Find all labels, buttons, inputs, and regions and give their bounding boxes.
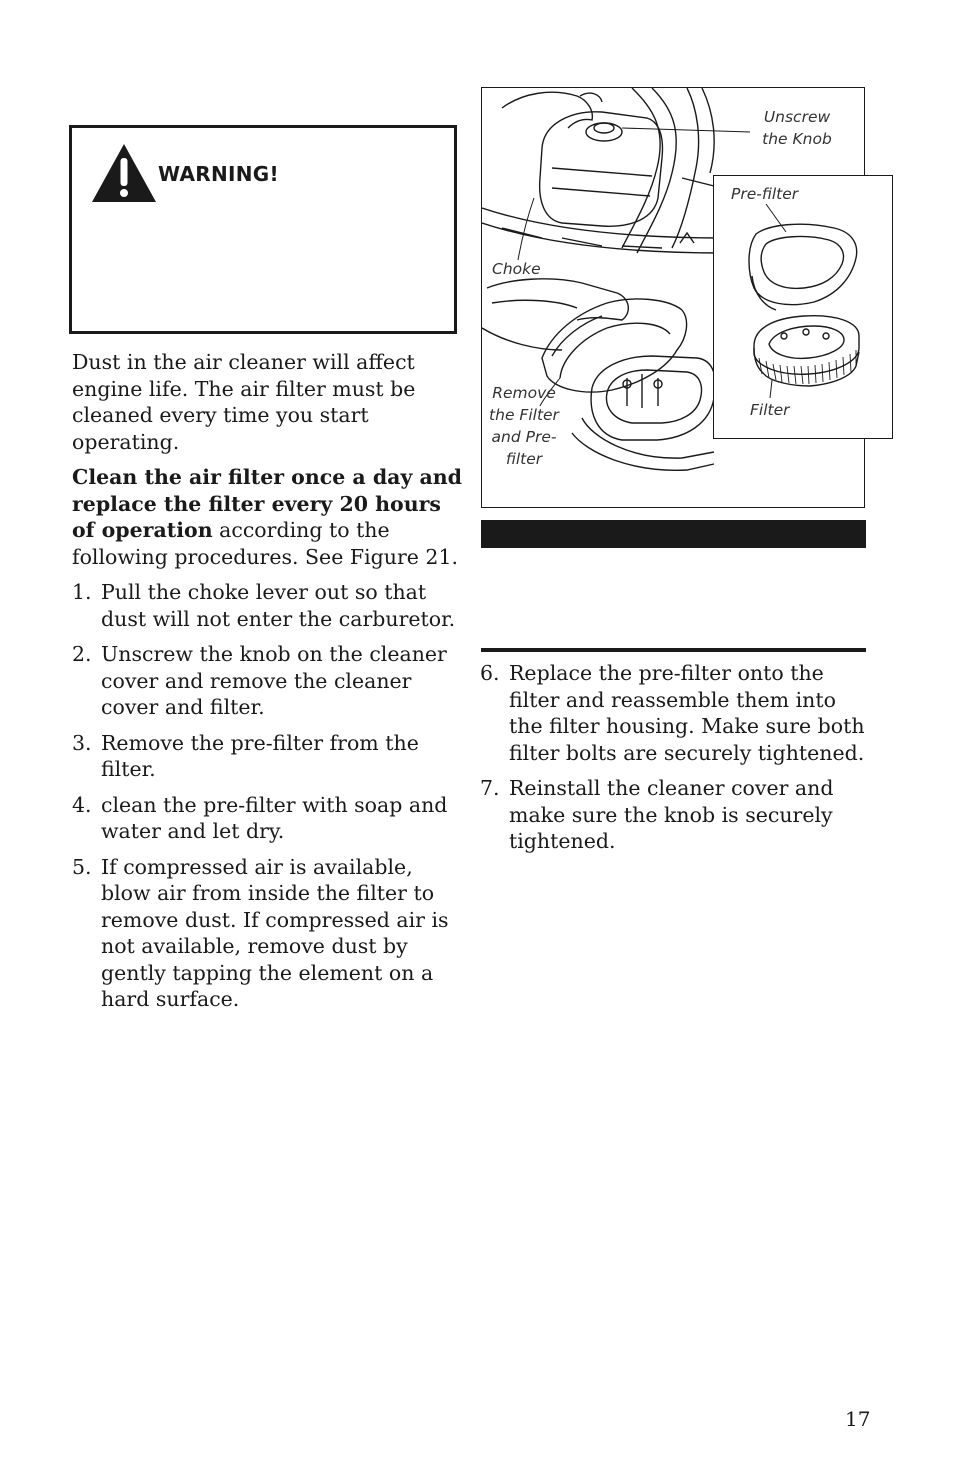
warning-title: WARNING! xyxy=(158,162,279,186)
step-number: 4. xyxy=(72,792,92,817)
step-item xyxy=(72,579,464,632)
step-item xyxy=(72,854,464,1013)
instruction-paragraph xyxy=(72,464,464,570)
callout-unscrew-knob: Unscrew the Knob xyxy=(762,108,832,148)
step-number: 2. xyxy=(72,642,92,666)
figure-caption-bar xyxy=(481,520,866,548)
step-number: 1. xyxy=(72,580,92,604)
right-column xyxy=(480,660,868,864)
callout-choke: Choke xyxy=(492,260,541,278)
callout-filter: Filter xyxy=(750,401,790,419)
step-item xyxy=(480,775,868,855)
page-number: 17 xyxy=(845,1407,871,1431)
section-rule xyxy=(481,648,866,652)
step-number: 6. xyxy=(480,661,500,685)
callout-pre-filter: Pre-filter xyxy=(731,185,799,203)
step-text: If compressed air is available, blow air from inside the filter to remove dust. If compressed air is not available, remove dust by gently tapping the element on a hard surface. xyxy=(101,854,449,1011)
filter-parts-illustration xyxy=(714,176,894,440)
filter-inset xyxy=(713,175,893,439)
step-number: 5. xyxy=(72,854,92,879)
instruction-rest: according to the following procedures. See Figure 21. xyxy=(72,518,458,569)
warning-triangle-icon xyxy=(90,142,158,204)
instruction-bold: Clean the air filter once a day and replace the filter every 20 hours of operation xyxy=(72,465,463,542)
step-text: Replace the pre-filter onto the filter and reassemble them into the filter housing. Make sure both filter bolts are securely tightened. xyxy=(509,661,865,765)
warning-box xyxy=(69,125,457,334)
step-item xyxy=(72,792,464,845)
step-text: Reinstall the cleaner cover and make sure the knob is securely tightened. xyxy=(509,776,834,853)
step-text: Remove the pre-filter from the filter. xyxy=(101,730,419,781)
step-item xyxy=(480,660,868,766)
step-number: 3. xyxy=(72,730,92,755)
step-text: Unscrew the knob on the cleaner cover and remove the cleaner cover and filter. xyxy=(101,642,447,719)
callout-remove-filter: Remove the Filter and Pre- filter xyxy=(489,384,559,468)
left-column xyxy=(72,349,464,1022)
step-item xyxy=(72,641,464,721)
intro-paragraph: Dust in the air cleaner will affect engine life. The air filter must be cleaned every time you start operating. xyxy=(72,350,416,454)
step-number: 7. xyxy=(480,776,500,800)
step-text: Pull the choke lever out so that dust will not enter the carburetor. xyxy=(101,580,456,631)
step-item xyxy=(72,730,464,783)
step-text: clean the pre-filter with soap and water and let dry. xyxy=(101,792,448,843)
